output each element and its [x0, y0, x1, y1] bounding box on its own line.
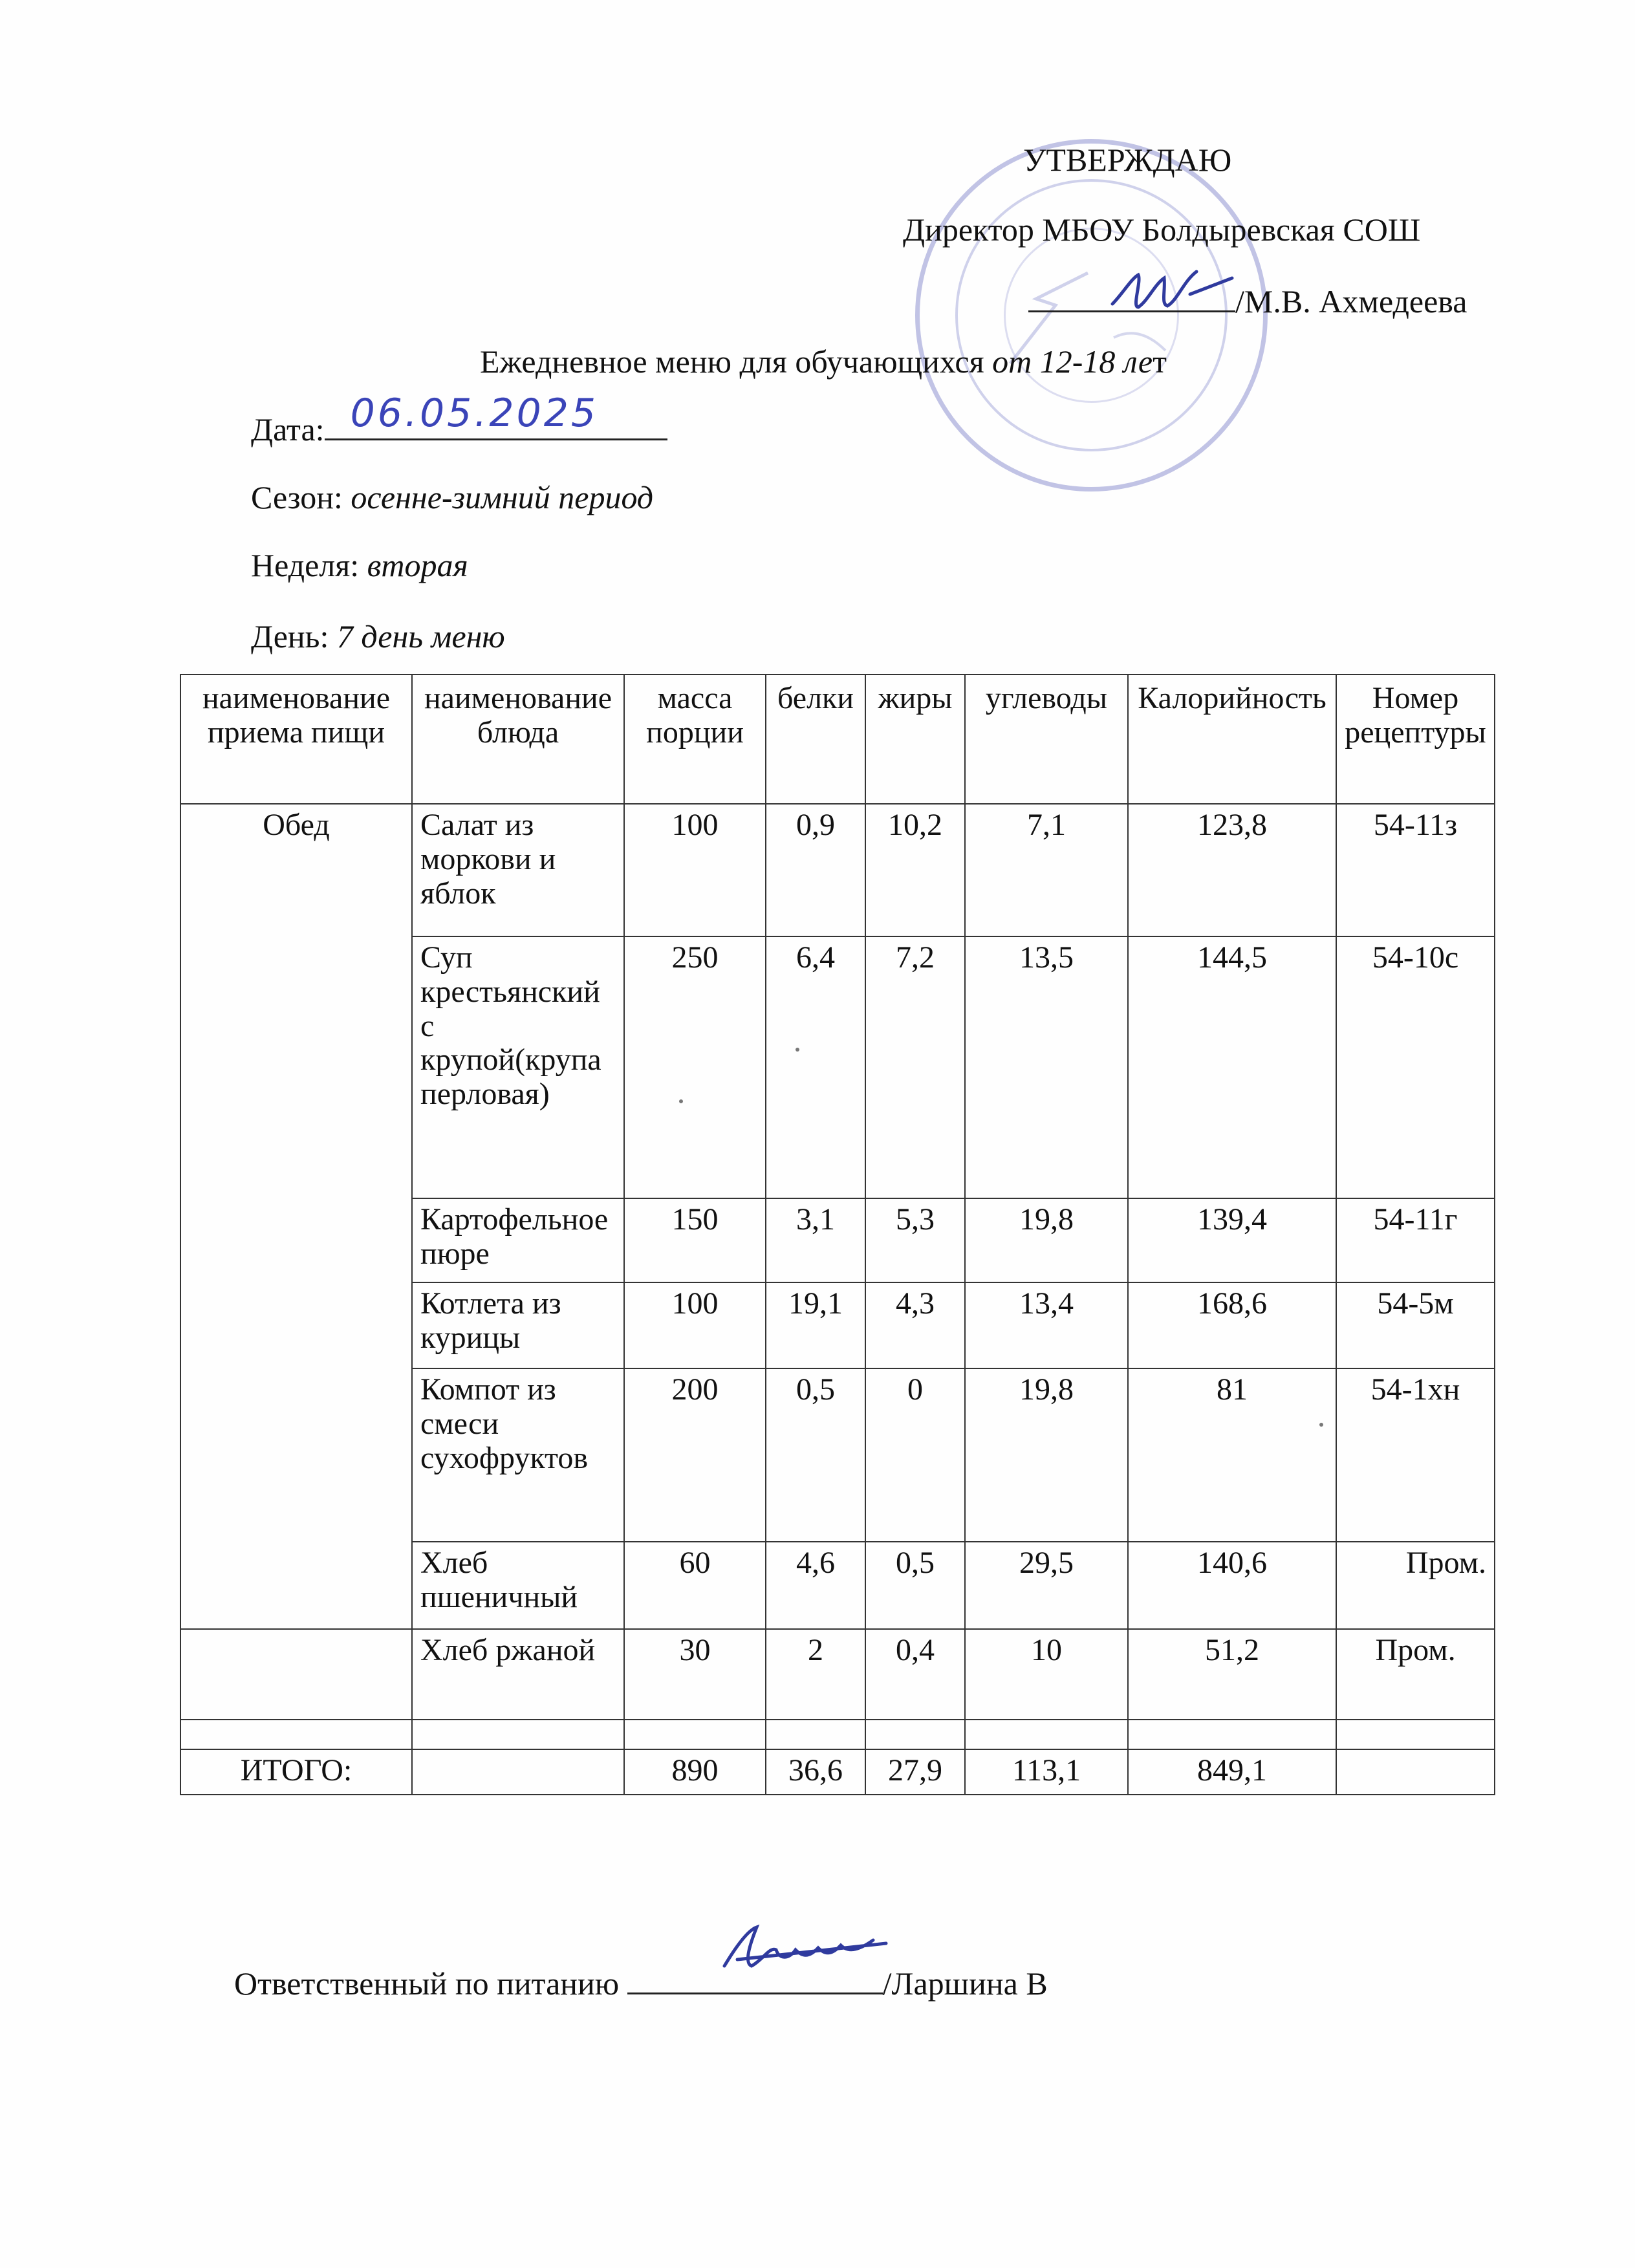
empty-cell [865, 1720, 965, 1749]
season-label: Сезон: [251, 479, 351, 515]
day-label: День: [251, 618, 337, 654]
header-carbs: углеводы [965, 675, 1128, 804]
header-protein: белки [766, 675, 865, 804]
week-value: вторая [367, 547, 468, 583]
dish-protein: 0,9 [766, 804, 865, 936]
dish-mass: 100 [624, 804, 766, 936]
scan-speck [679, 1099, 683, 1103]
dish-calories: 51,2 [1128, 1629, 1336, 1720]
dish-carbs: 13,5 [965, 936, 1128, 1198]
dish-name: Салат из моркови и яблок [412, 804, 624, 936]
dish-calories: 168,6 [1128, 1282, 1336, 1368]
table-header-row [180, 675, 1495, 804]
menu-title-main: Ежедневное меню для обучающихся [480, 343, 993, 380]
date-value: 06.05.2025 [350, 391, 599, 436]
total-row [180, 1749, 1495, 1795]
dish-calories: 81 [1128, 1368, 1336, 1542]
dish-protein: 0,5 [766, 1368, 865, 1542]
table-row [180, 804, 1495, 936]
dish-protein: 3,1 [766, 1198, 865, 1282]
menu-table [180, 674, 1495, 1795]
dish-protein: 19,1 [766, 1282, 865, 1368]
dish-fat: 10,2 [865, 804, 965, 936]
dish-fat: 7,2 [865, 936, 965, 1198]
day-value: 7 день меню [336, 618, 505, 654]
dish-recipe: Пром. [1336, 1542, 1495, 1629]
day-line [251, 618, 505, 655]
total-empty-cell [1336, 1749, 1495, 1795]
dish-fat: 5,3 [865, 1198, 965, 1282]
dish-recipe: 54-11г [1336, 1198, 1495, 1282]
responsible-label: Ответственный по питанию [234, 1965, 627, 2002]
dish-protein: 4,6 [766, 1542, 865, 1629]
menu-title [480, 343, 1167, 380]
dish-mass: 250 [624, 936, 766, 1198]
dish-fat: 0 [865, 1368, 965, 1542]
empty-cell [1336, 1720, 1495, 1749]
empty-row [180, 1720, 1495, 1749]
meal-empty-cell [180, 1629, 412, 1720]
total-protein: 36,6 [766, 1749, 865, 1795]
header-dish: наименование блюда [412, 675, 624, 804]
responsible-line [234, 1965, 1048, 2002]
dish-name: Картофельное пюре [412, 1198, 624, 1282]
empty-cell [766, 1720, 865, 1749]
dish-carbs: 19,8 [965, 1368, 1128, 1542]
dish-name: Суп крестьянский с крупой(крупа перловая) [412, 936, 624, 1198]
dish-recipe: 54-10с [1336, 936, 1495, 1198]
dish-mass: 200 [624, 1368, 766, 1542]
dish-protein: 2 [766, 1629, 865, 1720]
dish-calories: 139,4 [1128, 1198, 1336, 1282]
total-carbs: 113,1 [965, 1749, 1128, 1795]
dish-calories: 144,5 [1128, 936, 1336, 1198]
header-recipe: Номер рецептуры [1336, 675, 1495, 804]
table-row [180, 1629, 1495, 1720]
dish-name: Котлета из курицы [412, 1282, 624, 1368]
header-meal: наименование приема пищи [180, 675, 412, 804]
date-blank [325, 391, 667, 440]
dish-calories: 140,6 [1128, 1542, 1336, 1629]
director-name: /М.В. Ахмедеева [1235, 283, 1467, 319]
date-line [251, 391, 667, 448]
director-title: Директор МБОУ Болдыревская СОШ [903, 211, 1421, 248]
empty-cell [1128, 1720, 1336, 1749]
empty-cell [180, 1720, 412, 1749]
meal-name: Обед [180, 804, 412, 1629]
dish-carbs: 13,4 [965, 1282, 1128, 1368]
dish-name: Хлеб ржаной [412, 1629, 624, 1720]
season-line [251, 479, 653, 516]
total-fat: 27,9 [865, 1749, 965, 1795]
empty-cell [965, 1720, 1128, 1749]
scan-speck [796, 1048, 799, 1052]
dish-recipe: 54-5м [1336, 1282, 1495, 1368]
director-signature-blank [1028, 285, 1235, 312]
dish-carbs: 19,8 [965, 1198, 1128, 1282]
dish-mass: 100 [624, 1282, 766, 1368]
week-line [251, 546, 468, 584]
dish-recipe: Пром. [1336, 1629, 1495, 1720]
total-mass: 890 [624, 1749, 766, 1795]
dish-carbs: 10 [965, 1629, 1128, 1720]
dish-mass: 30 [624, 1629, 766, 1720]
total-calories: 849,1 [1128, 1749, 1336, 1795]
menu-title-tail: т [1153, 343, 1167, 380]
header-mass: масса порции [624, 675, 766, 804]
scan-speck [1319, 1423, 1323, 1427]
dish-recipe: 54-1хн [1336, 1368, 1495, 1542]
total-label: ИТОГО: [180, 1749, 412, 1795]
approve-heading: УТВЕРЖДАЮ [1023, 142, 1232, 178]
responsible-name: /Ларшина В [882, 1965, 1048, 2002]
dish-carbs: 29,5 [965, 1542, 1128, 1629]
dish-calories: 123,8 [1128, 804, 1336, 936]
dish-mass: 60 [624, 1542, 766, 1629]
menu-title-age: от 12-18 ле [992, 343, 1153, 380]
dish-fat: 4,3 [865, 1282, 965, 1368]
season-value: осенне-зимний период [351, 479, 654, 515]
dish-recipe: 54-11з [1336, 804, 1495, 936]
date-label: Дата: [251, 411, 325, 448]
header-fat: жиры [865, 675, 965, 804]
dish-name: Хлеб пшеничный [412, 1542, 624, 1629]
dish-name: Компот из смеси сухофруктов [412, 1368, 624, 1542]
total-empty-cell [412, 1749, 624, 1795]
empty-cell [624, 1720, 766, 1749]
dish-fat: 0,5 [865, 1542, 965, 1629]
empty-cell [412, 1720, 624, 1749]
director-signature-line [1028, 285, 1467, 318]
responsible-signature-blank [627, 1967, 883, 1994]
header-calories: Калорийность [1128, 675, 1336, 804]
week-label: Неделя: [251, 547, 367, 583]
dish-fat: 0,4 [865, 1629, 965, 1720]
dish-protein: 6,4 [766, 936, 865, 1198]
dish-carbs: 7,1 [965, 804, 1128, 936]
dish-mass: 150 [624, 1198, 766, 1282]
